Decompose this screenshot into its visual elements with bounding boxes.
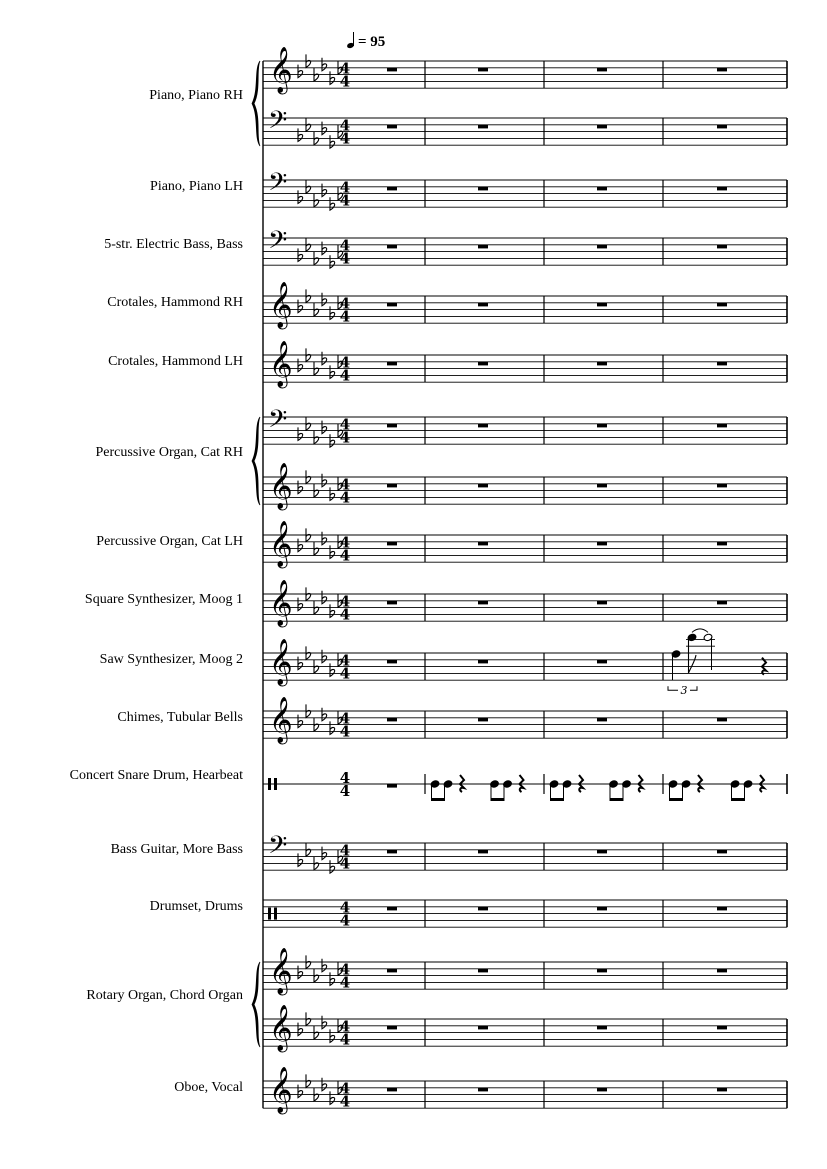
flat-icon	[322, 58, 327, 71]
flat-icon	[322, 847, 327, 860]
flat-icon	[298, 1085, 303, 1098]
whole-rest-icon	[717, 907, 727, 911]
percussion-clef-icon	[274, 778, 277, 790]
flat-icon	[314, 969, 319, 982]
quarter-rest-icon	[460, 775, 464, 792]
flat-icon	[330, 487, 335, 500]
whole-rest-icon	[478, 245, 488, 249]
flat-icon	[322, 591, 327, 604]
time-signature-denominator: 4	[339, 366, 351, 385]
whole-rest-icon	[387, 907, 397, 911]
whole-rest-icon	[597, 245, 607, 249]
flat-icon	[314, 857, 319, 870]
flat-icon	[330, 545, 335, 558]
bass-clef-icon: 𝄢	[268, 105, 288, 141]
whole-rest-icon	[478, 68, 488, 72]
brace-icon	[252, 417, 260, 505]
time-signature-denominator: 4	[339, 911, 351, 930]
flat-icon	[306, 180, 311, 193]
bass-clef-icon: 𝄢	[268, 225, 288, 261]
time-signature-numerator: 4	[339, 1017, 351, 1036]
whole-rest-icon	[597, 850, 607, 854]
tempo-value: = 95	[358, 34, 386, 50]
flat-icon	[330, 721, 335, 734]
flat-icon	[298, 248, 303, 261]
flat-icon	[314, 484, 319, 497]
treble-clef-icon: 𝄞	[269, 1004, 293, 1051]
whole-rest-icon	[597, 542, 607, 546]
treble-clef-icon: 𝄞	[269, 1066, 293, 1113]
flat-icon	[298, 1023, 303, 1036]
time-signature-denominator: 4	[339, 307, 351, 326]
whole-rest-icon	[478, 1088, 488, 1092]
whole-rest-icon	[478, 660, 488, 664]
treble-clef-icon: 𝄞	[269, 696, 293, 743]
whole-rest-icon	[387, 784, 397, 788]
time-signature-denominator: 4	[339, 605, 351, 624]
flat-icon	[306, 587, 311, 600]
whole-rest-icon	[597, 484, 607, 488]
time-signature-numerator: 4	[339, 651, 351, 670]
time-signature-denominator: 4	[339, 854, 351, 873]
time-signature-numerator: 4	[339, 236, 351, 255]
whole-rest-icon	[597, 660, 607, 664]
time-signature-denominator: 4	[339, 546, 351, 565]
flat-icon	[322, 1016, 327, 1029]
whole-rest-icon	[717, 601, 727, 605]
flat-icon	[298, 190, 303, 203]
whole-rest-icon	[717, 969, 727, 973]
whole-rest-icon	[597, 1026, 607, 1030]
treble-clef-icon: 𝄞	[269, 281, 293, 328]
whole-rest-icon	[597, 1088, 607, 1092]
quarter-rest-icon	[639, 775, 643, 792]
eighth-flag-icon	[689, 638, 697, 673]
whole-rest-icon	[597, 68, 607, 72]
flat-icon	[314, 660, 319, 673]
flat-icon	[330, 135, 335, 148]
whole-rest-icon	[387, 969, 397, 973]
flat-icon	[314, 601, 319, 614]
whole-rest-icon	[387, 850, 397, 854]
instrument-label: Piano, Piano LH	[150, 179, 243, 194]
flat-icon	[322, 184, 327, 197]
flat-icon	[322, 532, 327, 545]
time-signature-numerator: 4	[339, 1079, 351, 1098]
instrument-label: Rotary Organ, Chord Organ	[86, 988, 243, 1003]
whole-rest-icon	[717, 850, 727, 854]
time-signature-numerator: 4	[339, 59, 351, 78]
instrument-label: Drumset, Drums	[149, 899, 243, 914]
flat-icon	[298, 427, 303, 440]
whole-rest-icon	[478, 125, 488, 129]
flat-icon	[298, 966, 303, 979]
flat-icon	[298, 715, 303, 728]
flat-icon	[330, 365, 335, 378]
flat-icon	[330, 197, 335, 210]
flat-icon	[322, 474, 327, 487]
quarter-rest-icon	[579, 775, 583, 792]
whole-rest-icon	[597, 303, 607, 307]
flat-icon	[314, 68, 319, 81]
flat-icon	[314, 431, 319, 444]
whole-rest-icon	[478, 1026, 488, 1030]
flat-icon	[314, 1088, 319, 1101]
whole-rest-icon	[387, 303, 397, 307]
flat-icon	[298, 657, 303, 670]
flat-icon	[298, 300, 303, 313]
flat-icon	[314, 362, 319, 375]
whole-rest-icon	[387, 245, 397, 249]
whole-rest-icon	[597, 125, 607, 129]
whole-rest-icon	[478, 362, 488, 366]
treble-clef-icon: 𝄞	[269, 947, 293, 994]
flat-icon	[306, 118, 311, 131]
flat-icon	[306, 528, 311, 541]
beam	[610, 798, 624, 801]
instrument-label: Crotales, Hammond RH	[107, 295, 243, 310]
time-signature-numerator: 4	[339, 415, 351, 434]
whole-rest-icon	[717, 187, 727, 191]
flat-icon	[298, 65, 303, 78]
whole-rest-icon	[597, 718, 607, 722]
whole-rest-icon	[478, 187, 488, 191]
time-signature-denominator: 4	[339, 1030, 351, 1049]
instrument-label: Percussive Organ, Cat RH	[95, 445, 243, 460]
flat-icon	[314, 718, 319, 731]
whole-rest-icon	[478, 850, 488, 854]
time-signature-numerator: 4	[339, 294, 351, 313]
whole-rest-icon	[717, 484, 727, 488]
treble-clef-icon: 𝄞	[269, 46, 293, 93]
bass-clef-icon: 𝄢	[268, 830, 288, 866]
flat-icon	[322, 1078, 327, 1091]
flat-icon	[330, 604, 335, 617]
whole-rest-icon	[717, 1026, 727, 1030]
flat-icon	[330, 255, 335, 268]
instrument-label: 5-str. Electric Bass, Bass	[104, 237, 243, 252]
tie	[692, 629, 708, 633]
whole-rest-icon	[387, 601, 397, 605]
time-signature-numerator: 4	[339, 898, 351, 917]
time-signature-denominator: 4	[339, 782, 351, 800]
flat-icon	[330, 306, 335, 319]
instrument-label: Crotales, Hammond LH	[108, 354, 243, 369]
time-signature-denominator: 4	[339, 72, 351, 91]
time-signature-denominator: 4	[339, 722, 351, 741]
whole-rest-icon	[478, 601, 488, 605]
time-signature-numerator: 4	[339, 960, 351, 979]
flat-icon	[306, 1074, 311, 1087]
instrument-label: Percussive Organ, Cat LH	[96, 534, 243, 549]
whole-rest-icon	[717, 245, 727, 249]
flat-icon	[330, 1091, 335, 1104]
flat-icon	[322, 352, 327, 365]
whole-rest-icon	[478, 303, 488, 307]
flat-icon	[314, 132, 319, 145]
beam	[491, 798, 505, 801]
bass-clef-icon: 𝄢	[268, 167, 288, 203]
flat-icon	[298, 539, 303, 552]
whole-rest-icon	[717, 362, 727, 366]
flat-icon	[306, 238, 311, 251]
flat-icon	[306, 704, 311, 717]
beam	[731, 798, 745, 801]
whole-rest-icon	[387, 484, 397, 488]
percussion-clef-icon	[268, 908, 271, 920]
whole-rest-icon	[387, 362, 397, 366]
flat-icon	[330, 860, 335, 873]
flat-icon	[322, 650, 327, 663]
treble-clef-icon: 𝄞	[269, 520, 293, 567]
quarter-rest-icon	[520, 775, 524, 792]
whole-rest-icon	[717, 303, 727, 307]
flat-icon	[298, 853, 303, 866]
whole-rest-icon	[597, 969, 607, 973]
flat-icon	[322, 959, 327, 972]
flat-icon	[298, 128, 303, 141]
treble-clef-icon: 𝄞	[269, 638, 293, 685]
flat-icon	[306, 289, 311, 302]
time-signature-denominator: 4	[339, 129, 351, 148]
flat-icon	[330, 71, 335, 84]
whole-rest-icon	[478, 542, 488, 546]
whole-rest-icon	[597, 424, 607, 428]
time-signature-numerator: 4	[339, 353, 351, 372]
whole-rest-icon	[387, 424, 397, 428]
time-signature-denominator: 4	[339, 488, 351, 507]
whole-rest-icon	[597, 907, 607, 911]
instrument-label: Chimes, Tubular Bells	[117, 710, 243, 725]
time-signature-numerator: 4	[339, 841, 351, 860]
flat-icon	[314, 252, 319, 265]
flat-icon	[330, 1029, 335, 1042]
treble-clef-icon: 𝄞	[269, 462, 293, 509]
instrument-label: Oboe, Vocal	[174, 1080, 243, 1095]
whole-rest-icon	[717, 542, 727, 546]
beam	[550, 798, 564, 801]
time-signature-denominator: 4	[339, 973, 351, 992]
whole-rest-icon	[387, 1088, 397, 1092]
time-signature-denominator: 4	[339, 1092, 351, 1111]
time-signature-numerator: 4	[339, 116, 351, 135]
whole-rest-icon	[717, 718, 727, 722]
time-signature-denominator: 4	[339, 249, 351, 268]
brace-icon	[252, 962, 260, 1047]
whole-rest-icon	[387, 542, 397, 546]
instrument-label: Bass Guitar, More Bass	[110, 842, 243, 857]
flat-icon	[314, 1026, 319, 1039]
tuplet-number: 3	[680, 684, 688, 698]
flat-icon	[322, 708, 327, 721]
flat-icon	[298, 598, 303, 611]
beam	[431, 798, 445, 801]
time-signature-numerator: 4	[339, 592, 351, 611]
whole-rest-icon	[597, 362, 607, 366]
whole-rest-icon	[717, 1088, 727, 1092]
flat-icon	[330, 972, 335, 985]
whole-rest-icon	[387, 125, 397, 129]
beam	[669, 798, 683, 801]
whole-rest-icon	[387, 68, 397, 72]
flat-icon	[322, 242, 327, 255]
flat-icon	[306, 417, 311, 430]
bass-clef-icon: 𝄢	[268, 404, 288, 440]
flat-icon	[322, 421, 327, 434]
time-signature-numerator: 4	[339, 475, 351, 494]
time-signature-denominator: 4	[339, 664, 351, 683]
whole-rest-icon	[387, 718, 397, 722]
whole-rest-icon	[597, 601, 607, 605]
instrument-label: Concert Snare Drum, Hearbeat	[69, 768, 243, 783]
whole-rest-icon	[387, 660, 397, 664]
flat-icon	[306, 348, 311, 361]
flat-icon	[314, 194, 319, 207]
flat-icon	[306, 843, 311, 856]
whole-rest-icon	[597, 187, 607, 191]
whole-rest-icon	[717, 68, 727, 72]
flat-icon	[322, 293, 327, 306]
time-signature-numerator: 4	[339, 709, 351, 728]
time-signature-numerator: 4	[339, 533, 351, 552]
whole-rest-icon	[478, 718, 488, 722]
flat-icon	[298, 481, 303, 494]
brace-icon	[252, 61, 260, 146]
flat-icon	[298, 359, 303, 372]
quarter-rest-icon	[698, 775, 702, 792]
flat-icon	[306, 955, 311, 968]
treble-clef-icon: 𝄞	[269, 579, 293, 626]
time-signature-denominator: 4	[339, 428, 351, 447]
time-signature-numerator: 4	[339, 769, 351, 787]
instrument-label: Piano, Piano RH	[149, 88, 243, 103]
flat-icon	[314, 542, 319, 555]
treble-clef-icon: 𝄞	[269, 340, 293, 387]
instrument-label: Square Synthesizer, Moog 1	[84, 592, 243, 607]
whole-rest-icon	[387, 187, 397, 191]
whole-rest-icon	[717, 424, 727, 428]
flat-icon	[314, 303, 319, 316]
percussion-clef-icon	[274, 908, 277, 920]
flat-icon	[330, 434, 335, 447]
percussion-clef-icon	[268, 778, 271, 790]
time-signature-denominator: 4	[339, 191, 351, 210]
flat-icon	[306, 1012, 311, 1025]
whole-rest-icon	[478, 424, 488, 428]
whole-rest-icon	[717, 125, 727, 129]
whole-rest-icon	[478, 969, 488, 973]
flat-icon	[322, 122, 327, 135]
quarter-rest-icon	[760, 775, 764, 792]
instrument-label: Saw Synthesizer, Moog 2	[99, 652, 243, 667]
whole-rest-icon	[478, 484, 488, 488]
flat-icon	[306, 54, 311, 67]
flat-icon	[306, 470, 311, 483]
flat-icon	[306, 646, 311, 659]
time-signature-numerator: 4	[339, 178, 351, 197]
whole-rest-icon	[478, 907, 488, 911]
flat-icon	[330, 663, 335, 676]
whole-rest-icon	[387, 1026, 397, 1030]
